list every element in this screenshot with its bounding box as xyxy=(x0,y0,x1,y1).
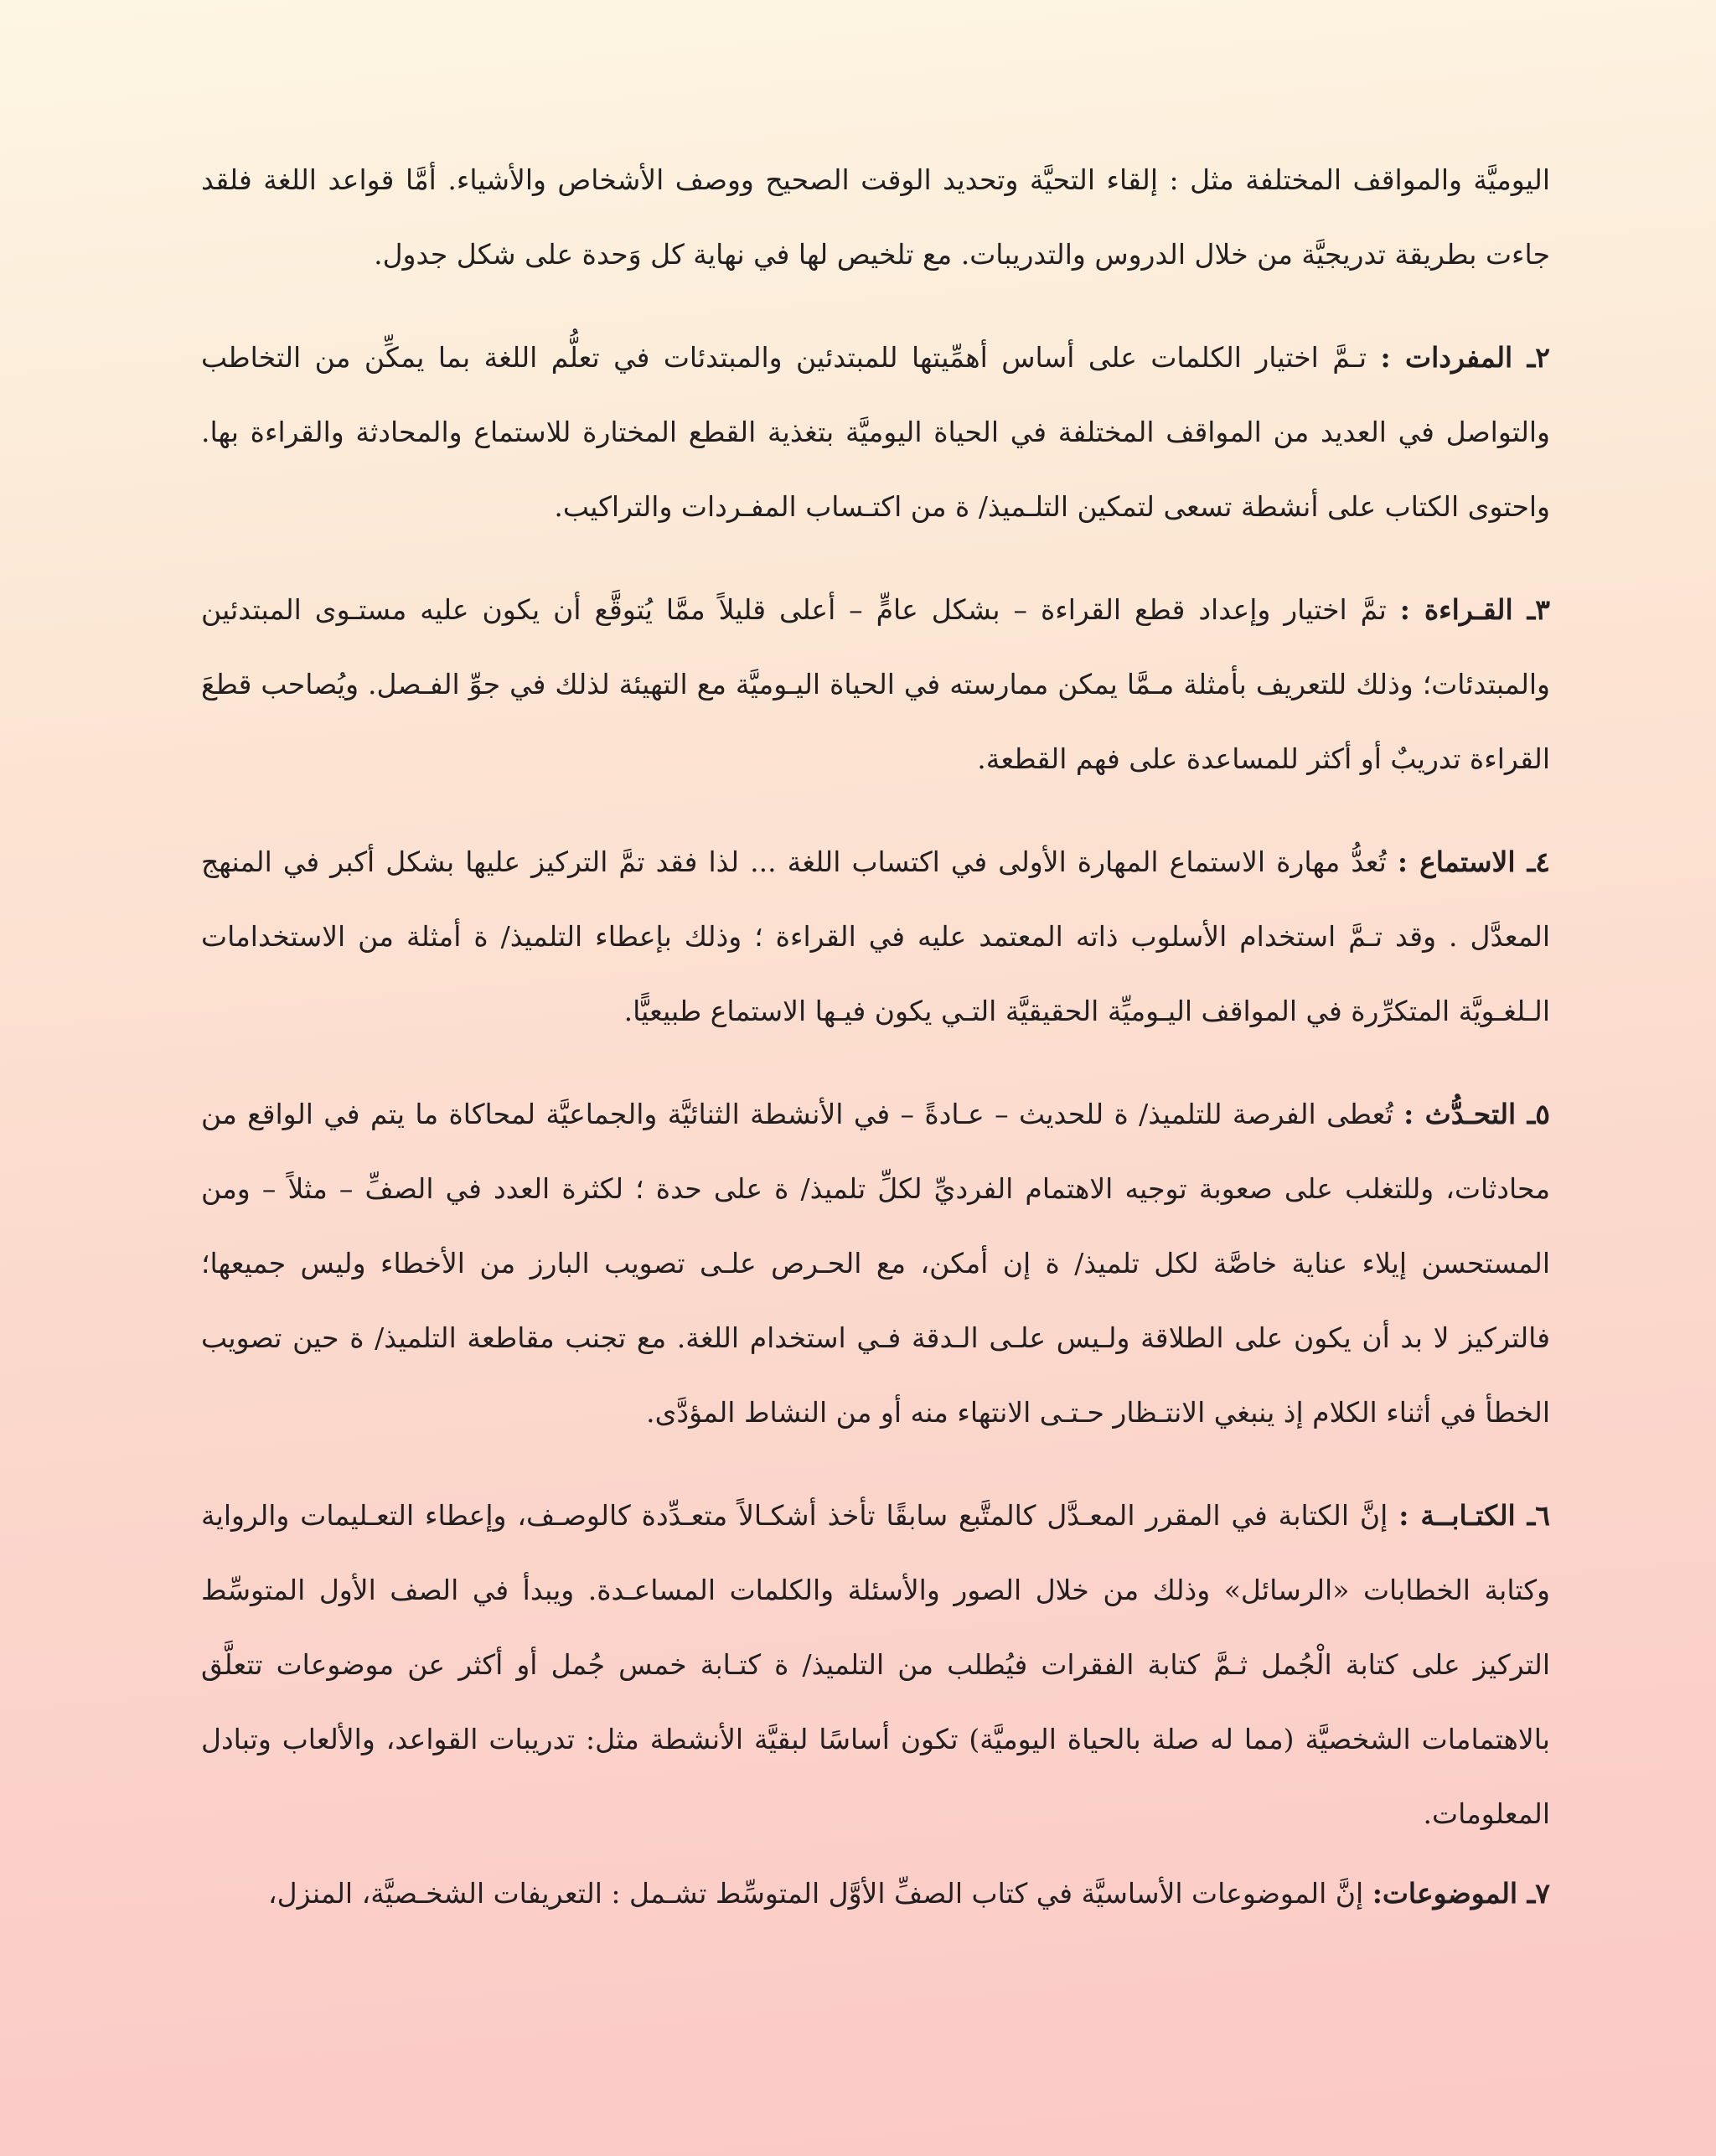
section-listening xyxy=(201,825,1550,1048)
document-page xyxy=(201,142,1550,1931)
section-heading: ٤ـ الاستماع : xyxy=(1397,845,1551,878)
section-heading: ٣ـ القـراءة : xyxy=(1399,593,1550,626)
section-heading: ٧ـ الموضوعات: xyxy=(1372,1877,1550,1910)
section-vocabulary xyxy=(201,320,1550,544)
section-heading: ٥ـ التحـدُّث : xyxy=(1403,1098,1550,1130)
section-speaking xyxy=(201,1077,1550,1450)
section-text: تـمَّ اختيار الكلمات على أساس أهمِّيتها للمبتدئين والمبتدئات في تعلُّم اللغة بما يمكِّن من التخاطب والتواصل في العديد من المواقف المختلفة في الحياة اليوميَّة بتغذية القطع المختارة للاستماع والمحادثة والقراءة بها. واحتوى الكتاب على أنشطة تسعى لتمكين التلـميذ/ ة من اكتـساب المفـردات والتراكيب. xyxy=(201,341,1550,523)
section-heading: ٦ـ الكتـابــة : xyxy=(1398,1499,1550,1532)
section-reading xyxy=(201,572,1550,796)
section-text: تمَّ اختيار وإعداد قطع القراءة – بشكل عامٍّ – أعلى قليلاً ممَّا يُتوقَّع أن يكون عليه مستـوى المبتدئين والمبتدئات؛ وذلك للتعريف بأمثلة مـمَّا يمكن ممارسته في الحياة اليـوميَّة مع التهيئة لذلك في جوِّ الفـصل. ويُصاحب قطعَ القراءة تدريبٌ أو أكثر للمساعدة على فهم القطعة. xyxy=(201,593,1550,775)
section-topics xyxy=(201,1856,1550,1931)
section-text: إنَّ الكتابة في المقرر المعـدَّل كالمتَّبع سابقًا تأخذ أشكـالاً متعـدِّدة كالوصـف، وإعطاء التعـليمات والرواية وكتابة الخطابات «الرسائل» وذلك من خلال الصور والأسئلة والكلمات المساعـدة. ويبدأ في الصف الأول المتوسِّط التركيز على كتابة الْجُمل ثـمَّ كتابة الفقرات فيُطلب من التلميذ/ ة كتـابة خمس جُمل أو أكثر عن موضوعات تتعلَّق بالاهتمامات الشخصيَّة (مما له صلة بالحياة اليوميَّة) تكون أساسًا لبقيَّة الأنشطة مثل: تدريبات القواعد، والألعاب وتبادل المعلومات. xyxy=(201,1499,1550,1830)
section-writing xyxy=(201,1478,1550,1851)
intro-paragraph: اليوميَّة والمواقف المختلفة مثل : إلقاء التحيَّة وتحديد الوقت الصحيح ووصف الأشخاص والأشياء. أمَّا قواعد اللغة فلقد جاءت بطريقة تدريجيَّة من خلال الدروس والتدريبات. مع تلخيص لها في نهاية كل وَحدة على شكل جدول. xyxy=(201,163,1550,271)
section-text: تُعدُّ مهارة الاستماع المهارة الأولى في اكتساب اللغة ... لذا فقد تمَّ التركيز عليها بشكل أكبر في المنهج المعدَّل . وقد تـمَّ استخدام الأسلوب ذاته المعتمد عليه في القراءة ؛ وذلك بإعطاء التلميذ/ ة أمثلة من الاستخدامات الـلغـويَّة المتكرِّرة في المواقف اليـوميِّة الحقيقيَّة التـي يكون فيـها الاستماع طبيعيًّا. xyxy=(201,845,1550,1027)
section-heading: ٢ـ المفردات : xyxy=(1380,341,1550,374)
section-text: تُعطى الفرصة للتلميذ/ ة للحديث – عـادةً – في الأنشطة الثنائيَّة والجماعيَّة لمحاكاة ما يتم في الواقع من محادثات، وللتغلب على صعوبة توجيه الاهتمام الفرديِّ لكلِّ تلميذ/ ة على حدة ؛ لكثرة العدد في الصفِّ – مثلاً – ومن المستحسن إيلاء عناية خاصَّة لكل تلميذ/ ة إن أمكن، مع الحـرص علـى تصويب البارز من الأخطاء وليس جميعها؛ فالتركيز لا بد أن يكون على الطلاقة ولـيس علـى الـدقة فـي استخدام اللغة. مع تجنب مقاطعة التلميذ/ ة حين تصويب الخطأ في أثناء الكلام إذ ينبغي الانتـظار حـتـى الانتهاء منه أو من النشاط المؤدَّى. xyxy=(201,1098,1550,1429)
section-text: إنَّ الموضوعات الأساسيَّة في كتاب الصفِّ الأوَّل المتوسِّط تشـمل : التعريفات الشخـصيَّة، المنزل، xyxy=(267,1877,1364,1910)
